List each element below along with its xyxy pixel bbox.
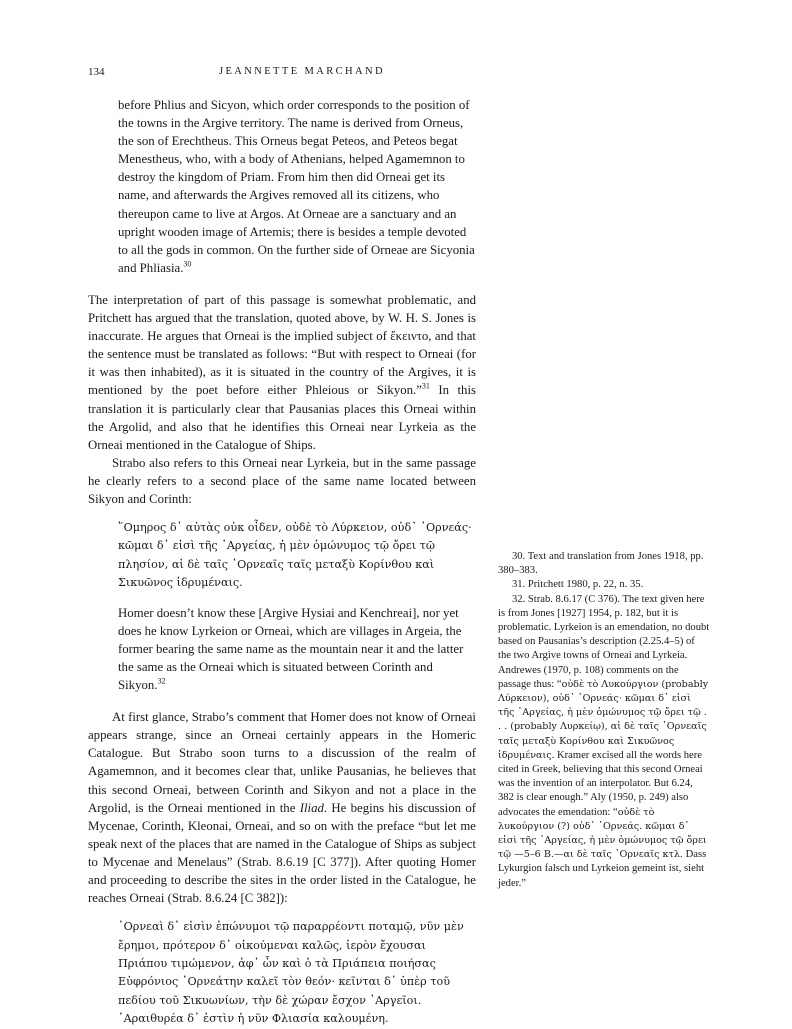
- footnote-text: . Kramer excised all the words here cited in Greek, believing that this second Orneai was the invention of an interpolator. But 6.24, 382 is clear enough.” Aly (1950, p. 249) also advocates the emendation: “: [498, 749, 703, 818]
- footnote-30: 30. Text and translation from Jones 1918, pp. 380–383.: [498, 551, 704, 577]
- footnotes-column: [498, 550, 710, 891]
- footnote-text: Dass Lykurgion falsch und Lyrkeion gemeint ist, sieht jeder.”: [498, 849, 707, 889]
- paragraph: [88, 291, 476, 454]
- quote-text: before Phlius and Sicyon, which order corresponds to the position of the towns in the Argive territory. The name is derived from Orneus, the son of Erechtheus. This Orneus begat Peteos, and Peteos begat Menestheus, who, with a body of Athenians, helped Agamemnon to destroy the kingdom of Priam. From him then did Orneai get its name, and afterwards the Argives removed all its citizens, who thereupon came to live at Argos. At Orneae are a sanctuary and an upright wooden image of Artemis; there is besides a temple devoted to all the gods in common. On the further side of Orneae are Sicyonia and Phliasia.: [118, 98, 475, 275]
- greek-quote: ῞Ομηρος δ᾽ αὐτὰς οὐκ οἶδεν, οὐδὲ τὸ Λύρκειον, οὐδ᾽ ᾿Ορνεάς· κῶμαι δ᾽ εἰσὶ τῆς ᾿Αργείας, ἡ μὲν ὁμώνυμος τῷ ὄρει τῷ πλησίον, αἱ δὲ ταῖς ᾿Ορνεαῖς ταῖς μεταξὺ Κορίνθου καὶ Σικυῶνος ἱδρυμέναις.: [118, 521, 472, 590]
- paragraph-text: . He begins his discussion of Mycenae, Corinth, Kleonai, Orneai, and so on with the preface “but let me speak next of the places that are named in the Catalogue of Ships as subject to Mycenae and Menelaus” (Strab. 8.6.19 [C 377]). After quoting Homer and proceeding to describe the sites in the order listed in the Catalogue, he reaches Orneai (Strab. 8.6.24 [C 382]):: [88, 800, 476, 906]
- paragraph-text: In this translation it is particularly clear that Pausanias places this Orneai within the Argolid, and also that he identifies this Orneai near Lyrkeia as the Orneai mentioned in the Catalogue of Ships.: [88, 383, 476, 452]
- footnote-31: 31. Pritchett 1980, p. 22, n. 35.: [512, 579, 644, 591]
- italic-title: Iliad: [299, 800, 324, 815]
- footnote-ref[interactable]: 32: [157, 676, 166, 686]
- greek-quote: ᾿Ορνεαὶ δ᾽ εἰσὶν ἐπώνυμοι τῷ παραρρέοντι ποταμῷ, νῦν μὲν ἔρημοι, πρότερον δ᾽ οἰκούμεναι καλῶς, ἱερὸν ἔχουσαι Πριάπου τιμώμενον, ἀφ᾽ ὧν καὶ ὁ τὰ Πριάπεια ποιήσας Εὐφρόνιος ᾿Ορνεάτην καλεῖ τὸν θεόν· κεῖνται δ᾽ ὑπὲρ τοῦ πεδίου τοῦ Σικυωνίων, τὴν δὲ χώραν ἔσχον ᾿Αργεῖοι. ᾿Αραιθυρέα δ᾽ ἐστὶν ἡ νῦν Φλιασία καλουμένη.: [118, 920, 464, 1026]
- paragraph: [88, 708, 476, 907]
- footnote-greek: οὐδὲ τὸ Λυκούργιον (probably Λύρκειον), οὐδ᾽ ᾿Ορνεάς· κῶμαι δ᾽ εἰσὶ τῆς ᾿Αργείας, ἡ μὲν ὁμώνυμος τῷ ὄρει τῷ . . . (probably Λυρκείῳ), αἱ δὲ ταῖς ᾿Ορνεαῖς ταῖς μεταξὺ Κορίνθου καὶ Σικυῶνος ἱδρυμέναις: [498, 678, 709, 761]
- footnote-text: 32. Strab. 8.6.17 (C 376). The text given here is from Jones [1927] 1954, p. 182, but it is problematic. Lyrkeion is an emendation, no doubt based on Pausanias’s description (2.25.4–5) of the two Argive towns of Orneai and Lyrkeia. Andrewes (1970, p. 108) comments on the passage thus: “: [498, 593, 710, 690]
- running-head-author: JEANNETTE MARCHAND: [219, 66, 385, 77]
- quote-text: Homer doesn’t know these [Argive Hysiai and Kenchreai], nor yet does he know Lyrkeion or Orneai, which are villages in Argeia, the former bearing the same name as the mountain near it and the latter the same as the Orneai which is situated between Corinth and Sikyon.: [118, 605, 464, 693]
- footnote-ref[interactable]: 30: [183, 259, 192, 269]
- block-quote-pausanias: [118, 96, 476, 277]
- paragraph-text: The interpretation of part of this passage is somewhat problematic, and Pritchett has argued that the translation, quoted above, by W. H. S. Jones is inaccurate. He argues that Orneai is the implied subject of ἔκειντο, and that the sentence must be translated as follows: “But with respect to Orneai (for it was then inhabited), as it is situated in the country of the Argives, it is mentioned by the poet before either Phleious or Sikyon.”: [88, 292, 476, 398]
- footnote-greek: οὐδὲ τὸ λυκούργιον (?) οὐδ᾽ ᾿Ορνεάς. κῶμαι δ᾽ εἰσὶ τῆς ᾿Αργείας, ἡ μὲν ὁμώνυμος τῷ ὄρει τῷ —5–6 B.—αι δὲ ταῖς ᾿Ορνεαῖς κτλ.: [498, 806, 707, 861]
- footnote-ref[interactable]: 31: [421, 382, 430, 392]
- block-quote-strabo: [118, 604, 476, 694]
- paragraph-text: At first glance, Strabo’s comment that Homer does not know of Orneai appears strange, since an Orneai certainly appears in the Homeric Catalogue. But Strabo soon turns to a discussion of the realm of Agamemnon, and it becomes clear that, unlike Pausanias, he believes that this second Orneai, between Corinth and Sikyon and not a place in the Argolid, is the Orneai mentioned in the: [88, 710, 476, 815]
- footnote-32: [498, 593, 710, 891]
- paragraph: Strabo also refers to this Orneai near Lyrkeia, but in the same passage he clearly refers to a second place of the same name located between Sikyon and Corinth:: [88, 455, 476, 506]
- page-number: 134: [88, 66, 105, 78]
- main-text-column: [88, 96, 476, 1029]
